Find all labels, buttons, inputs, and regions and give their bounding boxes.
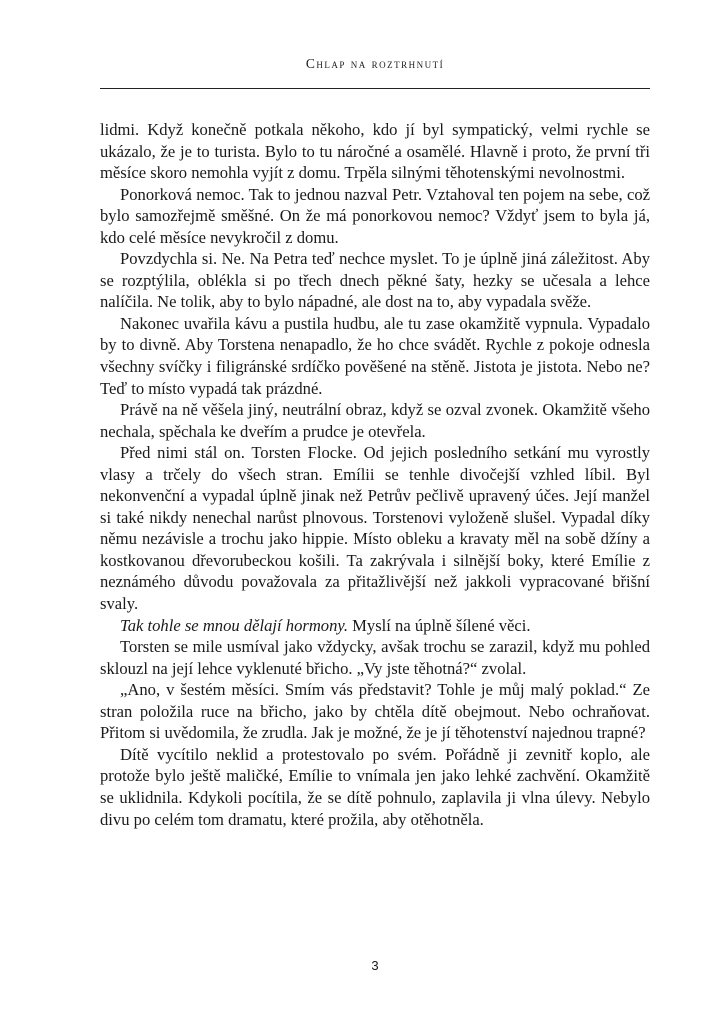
- italic-thought: Tak tohle se mnou dělají hormony.: [120, 615, 349, 635]
- paragraph-3: Povzdychla si. Ne. Na Petra teď nechce myslet. To je úplně jiná záležitost. Aby se rozptýlila, oblékla si po třech dnech pěkné šaty, hezky se učesala a lehce nalíčila. Ne tolik, aby to bylo nápadné, ale dost na to, aby vypadala svěže.: [100, 249, 650, 312]
- paragraph-6: Před nimi stál on. Torsten Flocke. Od jejich posledního setkání mu vyrostly vlasy a trčely do všech stran. Emílii se tenhle divočejší vzhled líbil. Byl nekonvenční a vypadal úplně jinak než Petrův pečlivě upravený účes. Její manžel si také nikdy nenechal narůst plnovous. Torstenovi vyloženě slušel. Vypadal díky němu nezávisle a trochu jako hippie. Místo obleku a kravaty měl na sobě džíny a kostkovanou dřevorubeckou košili. Ta zakrývala i silnější boky, které Emílie z neznámého důvodu považovala za přitažlivější než jakkoli vypracované břišní svaly.: [100, 443, 650, 614]
- paragraph-4: Nakonec uvařila kávu a pustila hudbu, ale tu zase okamžitě vypnula. Vypadalo by to divně. Aby Torstena nenapadlo, že ho chce svádět. Rychle z pokoje odnesla všechny svíčky i filigránské srdíčko pověšené na stěně. Jistota je jistota. Nebo ne? Teď to místo vypadá tak prázdné.: [100, 313, 650, 398]
- running-head: Chlap na roztrhnutí: [305, 56, 445, 71]
- paragraph-5: Právě na ně věšela jiný, neutrální obraz, když se ozval zvonek. Okamžitě všeho nechala, spěchala ke dveřím a prudce je otevřela.: [100, 400, 650, 441]
- paragraph-2: Ponorková nemoc. Tak to jednou nazval Petr. Vztahoval ten pojem na sebe, což bylo samozřejmě směšné. On že má ponorkovou nemoc? Vždyť jsem to byla já, kdo celé měsíce nevykročil z domu.: [100, 184, 650, 247]
- paragraph-7: [100, 615, 650, 637]
- header-rule: [100, 88, 650, 89]
- paragraph-1: lidmi. Když konečně potkala někoho, kdo jí byl sympatický, velmi rychle se ukázalo, že je to turista. Bylo to tu náročné a osamělé. Hlavně i proto, že první tři měsíce skoro nemohla vyjít z domu. Trpěla silnými těhotenskými nevolnostmi.: [100, 120, 650, 183]
- paragraph-9: „Ano, v šestém měsíci. Smím vás představit? Tohle je můj malý poklad.“ Ze stran položila ruce na břicho, jako by chtěla dítě obejmout. Nebo ochraňovat. Přitom si uvědomila, že zrudla. Jak je možné, že je jí těhotenství najednou trapné?: [100, 680, 650, 743]
- page-number: 3: [371, 958, 379, 973]
- paragraph-8: Torsten se mile usmíval jako vždycky, avšak trochu se zarazil, když mu pohled sklouzl na její lehce vyklenuté břicho. „Vy jste těhotná?“ zvolal.: [100, 637, 650, 678]
- text-block: [100, 119, 650, 830]
- paragraph-10: Dítě vycítilo neklid a protestovalo po svém. Pořádně ji zevnitř koplo, ale protože bylo ještě maličké, Emílie to vnímala jen jako lehké zachvění. Okamžitě se uklidnila. Kdykoli pocítila, že se dítě pohnulo, zaplavila ji vlna úlevy. Nebylo divu po celém tom dramatu, které prožila, aby otěhotněla.: [100, 744, 650, 829]
- italic-line-rest: Myslí na úplně šílené věci.: [348, 615, 531, 635]
